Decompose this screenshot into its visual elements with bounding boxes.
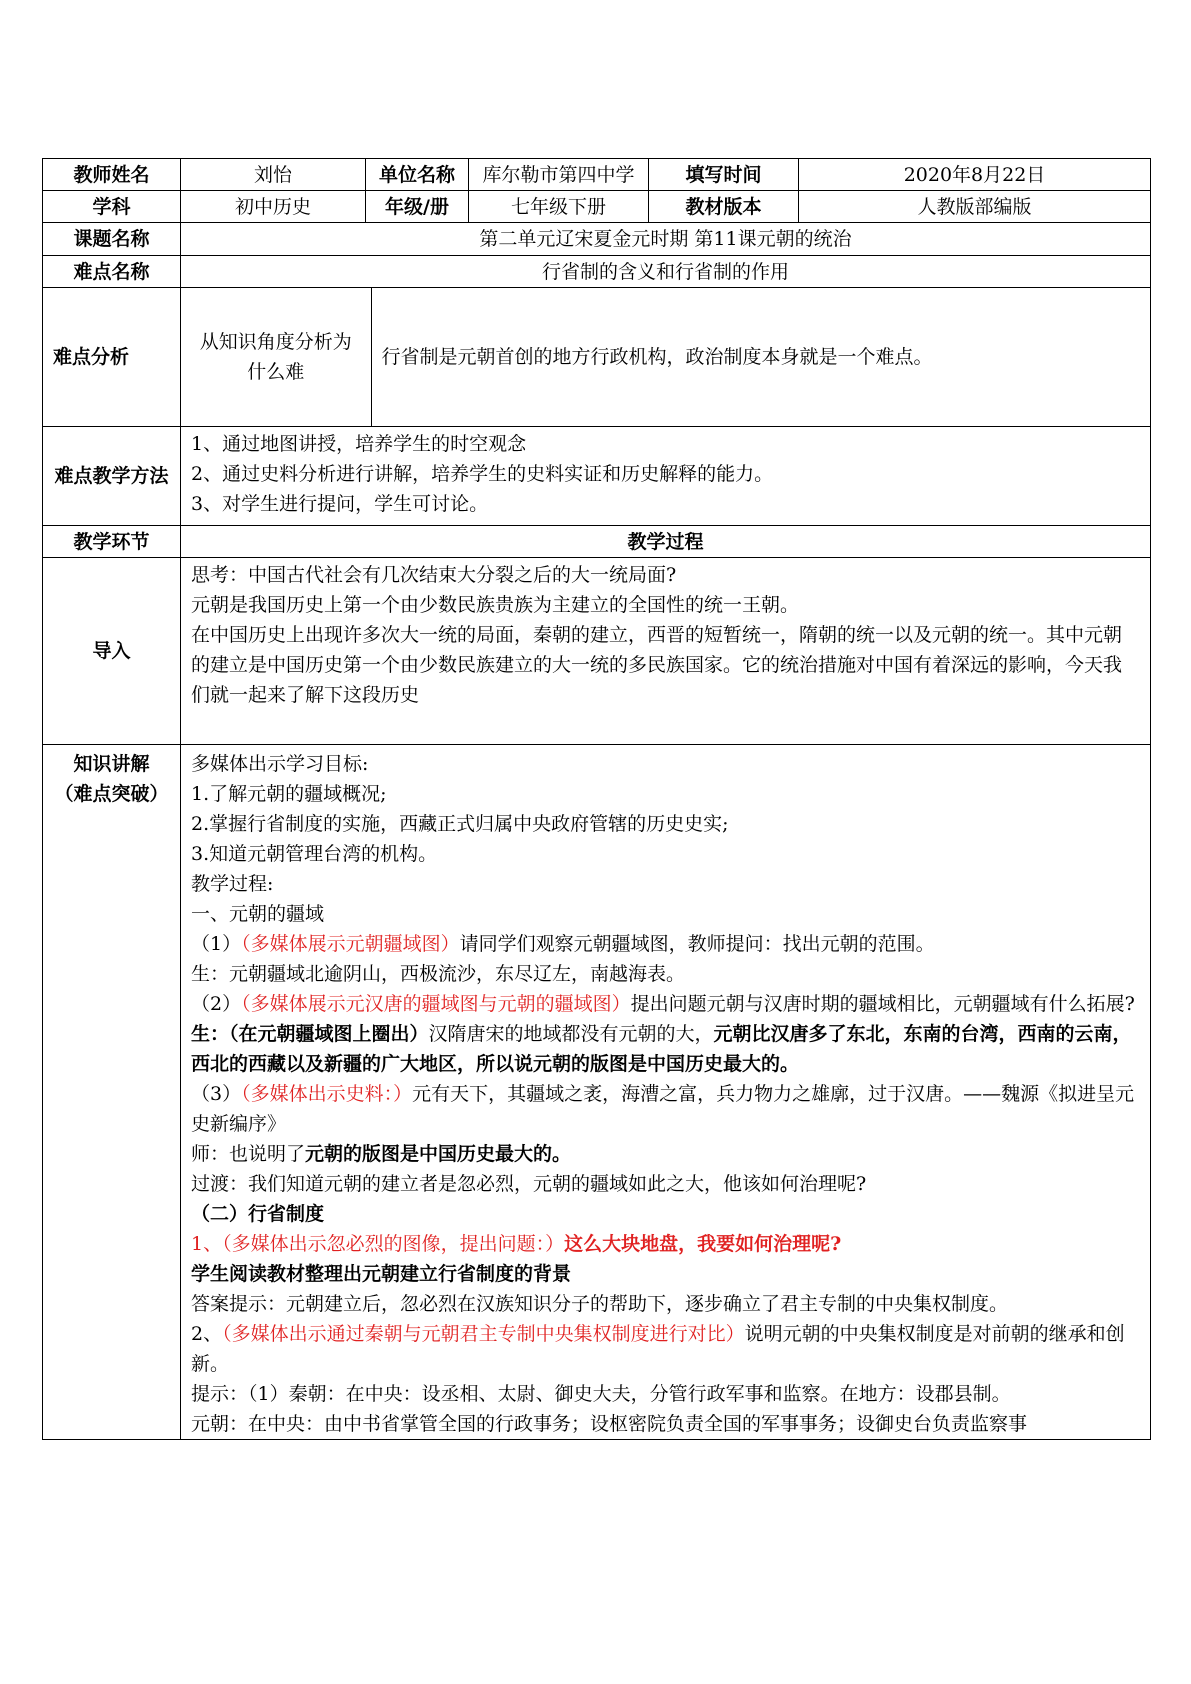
methods-content bbox=[181, 427, 1151, 526]
red-highlight: （多媒体展示元汉唐的疆域图与元朝的疆域图） bbox=[241, 993, 631, 1015]
knowledge-line: 多媒体出示学习目标: bbox=[191, 753, 369, 775]
analysis-row bbox=[43, 288, 1151, 427]
red-highlight: 1、（多媒体出示忽必烈的图像，提出问题：） bbox=[191, 1233, 565, 1255]
knowledge-line: 2.掌握行省制度的实施，西藏正式归属中央政府管辖的历史史实; bbox=[191, 813, 729, 835]
grade-label: 年级/册 bbox=[366, 191, 469, 223]
subject-value: 初中历史 bbox=[181, 191, 366, 223]
info-row-2 bbox=[43, 191, 1151, 223]
knowledge-line: 教学过程: bbox=[191, 873, 274, 895]
knowledge-line: 提示：（1）秦朝：在中央：设丞相、太尉、御史大夫，分管行政军事和监察。在地方：设郡县制。 bbox=[191, 1383, 1011, 1405]
intro-label: 导入 bbox=[43, 558, 181, 745]
red-highlight: （多媒体出示史料：） bbox=[241, 1083, 413, 1105]
intro-row bbox=[43, 558, 1151, 745]
topic-row bbox=[43, 223, 1151, 256]
method-item: 3、对学生进行提问，学生可讨论。 bbox=[191, 493, 489, 515]
analysis-label: 难点分析 bbox=[43, 288, 181, 427]
difficulty-value: 行省制的含义和行省制的作用 bbox=[181, 256, 1151, 288]
knowledge-line: 生：（在元朝疆域图上圈出）汉隋唐宋的地域都没有元朝的大，元朝比汉唐多了东北，东南的台湾，西南的云南，西北的西藏以及新疆的广大地区，所以说元朝的版图是中国历史最大的。 bbox=[191, 1023, 1132, 1075]
methods-label: 难点教学方法 bbox=[43, 427, 181, 526]
analysis-inner-table bbox=[181, 288, 1150, 426]
knowledge-label-line2: （难点突破） bbox=[54, 783, 169, 805]
intro-content bbox=[181, 558, 1151, 745]
info-row-1 bbox=[43, 159, 1151, 191]
knowledge-line: 2、（多媒体出示通过秦朝与元朝君主专制中央集权制度进行对比）说明元朝的中央集权制度是对前朝的继承和创新。 bbox=[191, 1323, 1125, 1375]
date-label: 填写时间 bbox=[649, 159, 799, 191]
knowledge-line: 过渡：我们知道元朝的建立者是忽必烈，元朝的疆域如此之大，他该如何治理呢? bbox=[191, 1173, 867, 1195]
knowledge-line: 1.了解元朝的疆域概况; bbox=[191, 783, 387, 805]
section-heading: （二）行省制度 bbox=[191, 1203, 325, 1225]
knowledge-row bbox=[43, 745, 1151, 1440]
lesson-plan-sheet bbox=[42, 158, 1150, 1440]
subject-label: 学科 bbox=[43, 191, 181, 223]
method-item: 1、通过地图讲授，培养学生的时空观念 bbox=[191, 433, 527, 455]
red-bold-highlight: 这么大块地盘，我要如何治理呢? bbox=[564, 1233, 842, 1255]
methods-row bbox=[43, 427, 1151, 526]
teacher-value: 刘怡 bbox=[181, 159, 366, 191]
knowledge-line: 3.知道元朝管理台湾的机构。 bbox=[191, 843, 438, 865]
unit-value: 库尔勒市第四中学 bbox=[469, 159, 649, 191]
intro-line: 在中国历史上出现许多次大一统的局面，秦朝的建立，西晋的短暂统一，隋朝的统一以及元朝的统一。其中元朝的建立是中国历史第一个由少数民族建立的大一统的多民族国家。它的统治措施对中国有着深远的影响，今天我们就一起来了解下这段历史 bbox=[191, 624, 1123, 706]
red-highlight: （多媒体展示元朝疆域图） bbox=[241, 933, 460, 955]
red-highlight: （多媒体出示通过秦朝与元朝君主专制中央集权制度进行对比） bbox=[222, 1323, 745, 1345]
analysis-sub-label: 从知识角度分析为什么难 bbox=[181, 288, 371, 426]
grade-value: 七年级下册 bbox=[469, 191, 649, 223]
knowledge-line: 元朝：在中央：由中书省掌管全国的行政事务；设枢密院负责全国的军事事务；设御史台负责监察事 bbox=[191, 1413, 1028, 1435]
teacher-label: 教师姓名 bbox=[43, 159, 181, 191]
lesson-plan-table bbox=[42, 158, 1151, 1440]
knowledge-line: （1）（多媒体展示元朝疆域图）请同学们观察元朝疆域图，教师提问：找出元朝的范围。 bbox=[191, 933, 935, 955]
knowledge-line: 学生阅读教材整理出元朝建立行省制度的背景 bbox=[191, 1263, 572, 1285]
knowledge-content bbox=[181, 745, 1151, 1440]
process-right-label: 教学过程 bbox=[181, 526, 1151, 558]
difficulty-row bbox=[43, 256, 1151, 288]
unit-label: 单位名称 bbox=[366, 159, 469, 191]
knowledge-line: （2）（多媒体展示元汉唐的疆域图与元朝的疆域图）提出问题元朝与汉唐时期的疆域相比，元朝疆域有什么拓展? bbox=[191, 993, 1135, 1015]
knowledge-label-line1: 知识讲解 bbox=[73, 753, 150, 775]
edition-value: 人教版部编版 bbox=[799, 191, 1151, 223]
method-item: 2、通过史料分析进行讲解，培养学生的史料实证和历史解释的能力。 bbox=[191, 463, 774, 485]
topic-label: 课题名称 bbox=[43, 223, 181, 256]
analysis-content bbox=[181, 288, 1151, 427]
intro-line: 思考：中国古代社会有几次结束大分裂之后的大一统局面? bbox=[191, 564, 677, 586]
intro-line: 元朝是我国历史上第一个由少数民族贵族为主建立的全国性的统一王朝。 bbox=[191, 594, 800, 616]
knowledge-line: 一、元朝的疆域 bbox=[191, 903, 325, 925]
knowledge-line: （3）（多媒体出示史料：）元有天下，其疆域之袤，海漕之富，兵力物力之雄廓，过于汉唐。——魏源《拟进呈元史新编序》 bbox=[191, 1083, 1135, 1135]
knowledge-line: 答案提示：元朝建立后，忽必烈在汉族知识分子的帮助下，逐步确立了君主专制的中央集权制度。 bbox=[191, 1293, 1009, 1315]
knowledge-line: 师：也说明了元朝的版图是中国历史最大的。 bbox=[191, 1143, 572, 1165]
knowledge-label bbox=[43, 745, 181, 1440]
process-left-label: 教学环节 bbox=[43, 526, 181, 558]
knowledge-line bbox=[191, 1229, 1140, 1259]
process-header-row bbox=[43, 526, 1151, 558]
edition-label: 教材版本 bbox=[649, 191, 799, 223]
topic-value: 第二单元辽宋夏金元时期 第11课元朝的统治 bbox=[181, 223, 1151, 256]
analysis-value: 行省制是元朝首创的地方行政机构，政治制度本身就是一个难点。 bbox=[381, 346, 933, 368]
date-value: 2020年8月22日 bbox=[799, 159, 1151, 191]
difficulty-label: 难点名称 bbox=[43, 256, 181, 288]
knowledge-line: 生：元朝疆域北逾阴山，西极流沙，东尽辽左，南越海表。 bbox=[191, 963, 686, 985]
